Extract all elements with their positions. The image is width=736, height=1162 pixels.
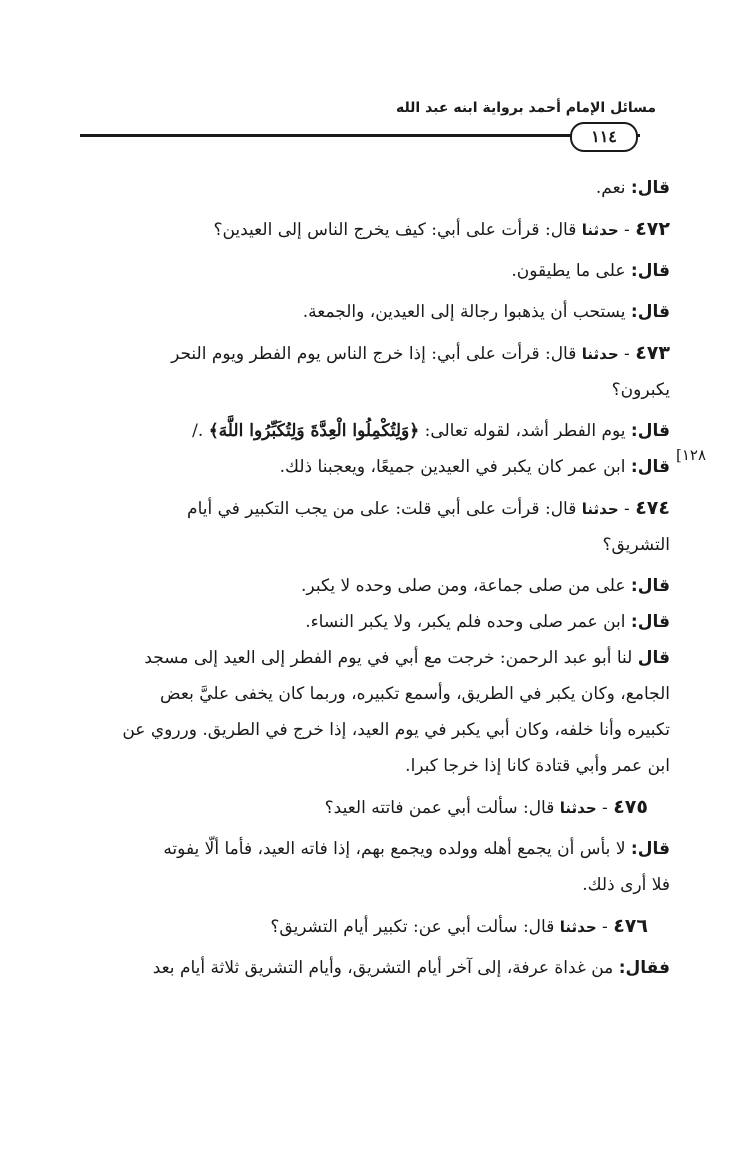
page-number: ١١٤ — [570, 122, 638, 152]
line-text: نعم. — [595, 178, 626, 198]
text-line: الجامع، وكان يكبر في الطريق، وأسمع تكبيره، وربما كان يخفى عليَّ بعض — [160, 684, 670, 704]
text-line: تكبيره وأنا خلفه، وكان أبي يكبر في يوم العيد، إذا خرج في الطريق. ورروي عن — [122, 720, 670, 740]
narration-number: ٤٧٣ — [635, 342, 670, 364]
text-line: ابن عمر وأبي قتادة كانا إذا خرجا كبرا. — [405, 756, 670, 776]
line-text: لا بأس أن يجمع أهله وولده ويجمع بهم، إذا فاته العيد، فأما ألّا يفوته — [163, 839, 626, 859]
label-qala-lana: قال — [637, 648, 670, 668]
label-qala: قال: — [630, 178, 670, 198]
line-text: قال: قرأت على أبي: كيف يخرج الناس إلى العيدين؟ — [213, 220, 577, 240]
line-text: يستحب أن يذهبوا رجالة إلى العيدين، والجمعة. — [302, 302, 626, 322]
text-line: يكبرون؟ — [611, 380, 670, 400]
line-text: يوم الفطر أشد، لقوله تعالى: — [424, 421, 626, 441]
marginal-note: [١٢٨ — [676, 446, 707, 464]
text-line: التشريق؟ — [602, 535, 670, 555]
line-text: ابن عمر صلى وحده فلم يكبر، ولا يكبر النساء. — [305, 612, 626, 632]
line-text: ابن عمر كان يكبر في العيدين جميعًا، ويعجبنا ذلك. — [279, 457, 626, 477]
label-haddathana: حدثنا — [581, 500, 619, 518]
line-text: ./ — [192, 421, 204, 441]
text-line — [80, 170, 670, 206]
label-haddathana: حدثنا — [559, 799, 597, 817]
label-haddathana: حدثنا — [581, 221, 619, 239]
label-qala: قال: — [630, 421, 670, 441]
label-qala: قال: — [630, 457, 670, 477]
line-text: على من صلى جماعة، ومن صلى وحده لا يكبر. — [301, 576, 626, 596]
label-faqala: فقال: — [618, 958, 670, 978]
text-line — [80, 568, 670, 604]
text-line: ٤٧٤ - حدثنا قال: قرأت على أبي قلت: على من يجب التكبير في أيام — [187, 497, 670, 519]
text-line — [80, 449, 670, 485]
text-line — [80, 253, 670, 289]
label-qala: قال: — [630, 612, 670, 632]
line-text: من غداة عرفة، إلى آخر أيام التشريق، وأيام التشريق ثلاثة أيام بعد — [152, 958, 614, 978]
text-line — [80, 294, 670, 330]
text-line: ٤٧٢ - حدثنا قال: قرأت على أبي: كيف يخرج الناس إلى العيدين؟ — [213, 218, 670, 240]
text-line: فلا أرى ذلك. — [582, 875, 670, 895]
quran-verse: ﴿وَلِتُكْمِلُوا الْعِدَّةَ وَلِتُكَبِّرُوا اللَّهَ﴾ — [208, 421, 420, 441]
line-text: لنا أبو عبد الرحمن: خرجت مع أبي في يوم الفطر إلى العيد إلى مسجد — [144, 648, 633, 668]
text-line — [80, 950, 670, 986]
line-text: قال: قرأت على أبي قلت: على من يجب التكبير في أيام — [187, 499, 577, 519]
line-text: قال: قرأت على أبي: إذا خرج الناس يوم الفطر ويوم النحر — [171, 344, 577, 364]
text-line — [80, 640, 670, 676]
label-qala: قال: — [630, 839, 670, 859]
running-head: مسائل الإمام أحمد برواية ابنه عبد الله — [395, 100, 656, 116]
text-line — [80, 831, 670, 867]
line-text: قال: سألت أبي عن: تكبير أيام التشريق؟ — [270, 917, 555, 937]
label-haddathana: حدثنا — [559, 918, 597, 936]
text-line — [80, 604, 670, 640]
label-qala: قال: — [630, 261, 670, 281]
narration-number: ٤٧٤ — [635, 497, 670, 519]
line-text: قال: سألت أبي عمن فاتته العيد؟ — [324, 798, 555, 818]
narration-number: ٤٧٢ — [635, 218, 670, 240]
line-text: على ما يطيقون. — [511, 261, 626, 281]
narration-number: ٤٧٥ — [613, 796, 648, 818]
text-line: ٤٧٦ - حدثنا قال: سألت أبي عن: تكبير أيام التشريق؟ — [270, 915, 648, 937]
label-haddathana: حدثنا — [581, 345, 619, 363]
narration-number: ٤٧٦ — [613, 915, 648, 937]
text-line: ٤٧٣ - حدثنا قال: قرأت على أبي: إذا خرج الناس يوم الفطر ويوم النحر — [171, 342, 670, 364]
text-line: ٤٧٥ - حدثنا قال: سألت أبي عمن فاتته العيد؟ — [324, 796, 648, 818]
header-rule — [80, 134, 640, 137]
text-line — [80, 413, 670, 449]
body-text — [80, 170, 670, 986]
label-qala: قال: — [630, 576, 670, 596]
label-qala: قال: — [630, 302, 670, 322]
